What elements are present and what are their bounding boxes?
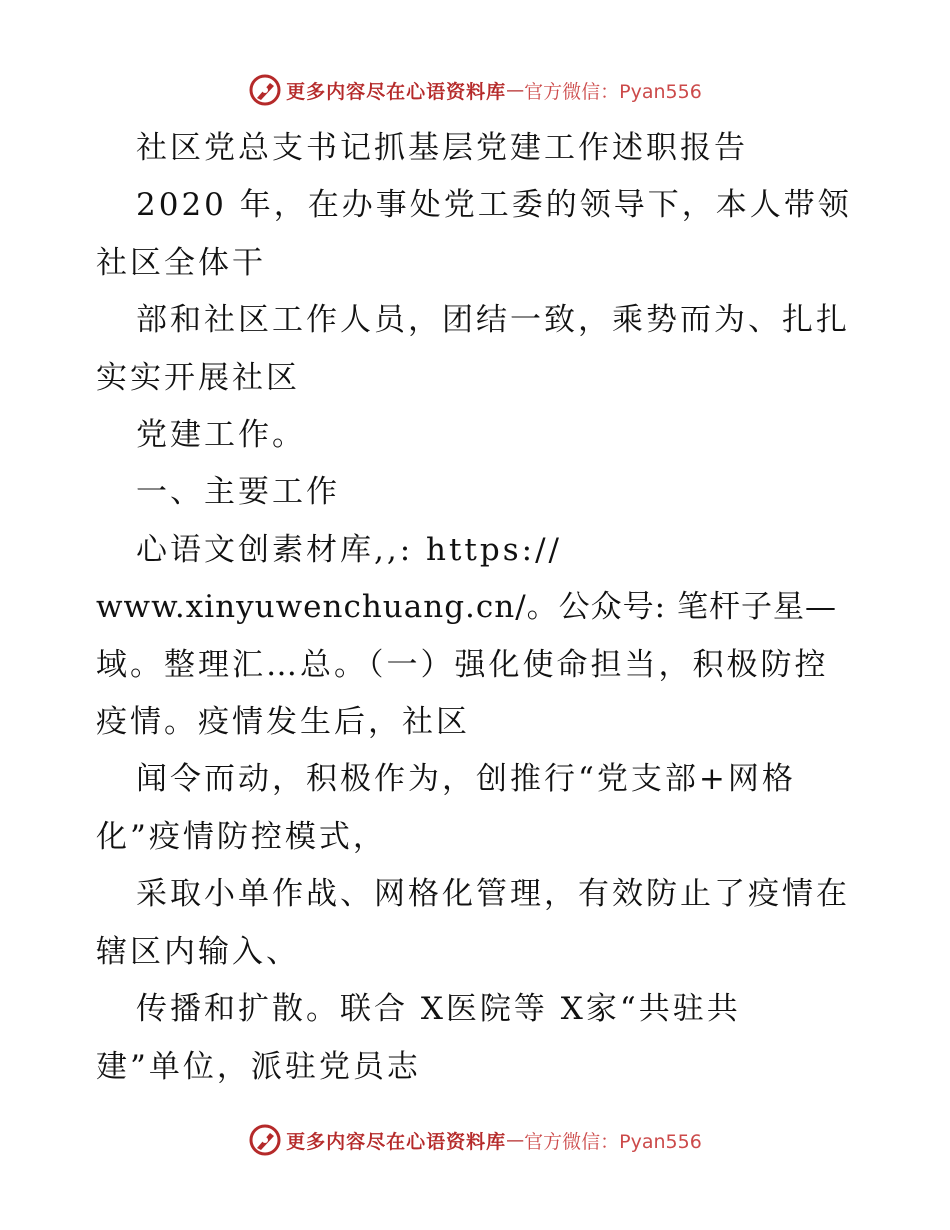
footer-wechat: 官方微信：Pyan556 xyxy=(524,1130,702,1153)
text-line: 化”疫情防控模式， xyxy=(96,818,387,855)
header-dash: — xyxy=(506,79,525,101)
text-line: 建”单位，派驻党员志 xyxy=(96,1048,421,1085)
text-line: www.xinyuwenchuang.cn/。公众号: 笔杆子星— xyxy=(96,589,837,626)
footer-banner xyxy=(0,1120,950,1160)
text-line: 党建工作。 xyxy=(136,417,306,454)
text-line: 采取小单作战、网格化管理，有效防止了疫情在 xyxy=(136,876,850,913)
text-line: 传播和扩散。联合 X医院等 X家“共驻共 xyxy=(136,991,741,1028)
header-site-name: 更多内容尽在心语资料库 xyxy=(286,80,507,103)
text-line: 实实开展社区 xyxy=(96,359,300,396)
text-line: 部和社区工作人员，团结一致，乘势而为、扎扎 xyxy=(136,302,850,339)
footer-dash: — xyxy=(506,1129,525,1151)
pen-logo-icon xyxy=(248,1123,282,1157)
text-line: 疫情。疫情发生后，社区 xyxy=(96,704,470,741)
header-wechat: 官方微信：Pyan556 xyxy=(524,80,702,103)
section-heading: 一、主要工作 xyxy=(136,474,340,511)
doc-title: 社区党总支书记抓基层党建工作述职报告 xyxy=(136,130,748,166)
text-line: 心语文创素材库,,: https:// xyxy=(136,531,562,568)
document-body xyxy=(96,120,856,1096)
text-line: 辖区内输入、 xyxy=(96,933,300,970)
text-line: 社区全体干 xyxy=(96,244,266,281)
footer-site-name: 更多内容尽在心语资料库 xyxy=(286,1130,507,1153)
header-banner xyxy=(0,70,950,110)
text-line: 域。整理汇…总。（一）强化使命担当，积极防控 xyxy=(96,646,829,683)
pen-logo-icon xyxy=(248,73,282,107)
text-line: 2020 年，在办事处党工委的领导下，本人带领 xyxy=(136,187,852,224)
text-line: 闻令而动，积极作为，创推行“党支部+网格 xyxy=(136,761,796,798)
